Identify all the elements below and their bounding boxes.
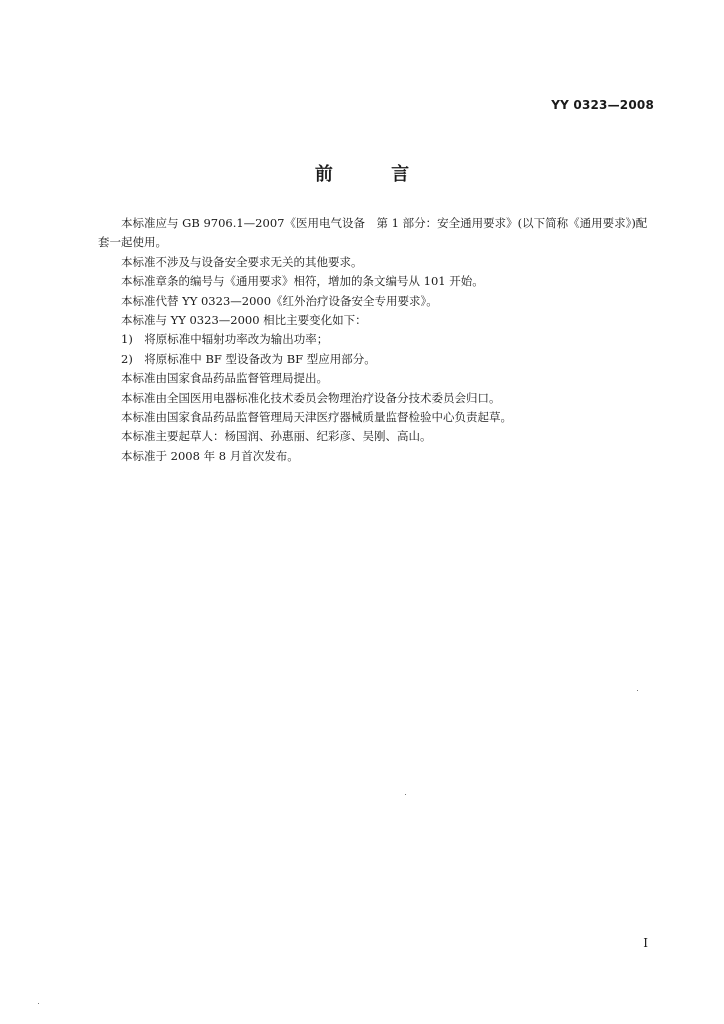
scan-speck <box>38 1003 39 1004</box>
list-item: 1) 将原标准中辐射功率改为输出功率； <box>121 332 329 347</box>
page-title: 前 言 <box>314 164 436 185</box>
paragraph: 本标准于 2008 年 8 月首次发布。 <box>121 448 299 463</box>
paragraph: 本标准不涉及与设备安全要求无关的其他要求。 <box>121 254 363 269</box>
paragraph: 本标准由国家食品药品监督管理局天津医疗器械质量监督检验中心负责起草。 <box>121 410 512 425</box>
paragraph: 本标准章条的编号与《通用要求》相符，增加的条文编号从 101 开始。 <box>121 274 484 289</box>
paragraph: 本标准由全国医用电器标准化技术委员会物理治疗设备分技术委员会归口。 <box>121 390 501 405</box>
paragraph: 本标准与 YY 0323—2000 相比主要变化如下： <box>121 313 367 328</box>
list-item: 2) 将原标准中 BF 型设备改为 BF 型应用部分。 <box>121 351 376 366</box>
paragraph: 本标准由国家食品药品监督管理局提出。 <box>121 371 328 386</box>
paragraph: 本标准主要起草人：杨国润、孙惠丽、纪彩彦、吴刚、高山。 <box>121 429 432 444</box>
standard-number: YY 0323—2008 <box>551 98 654 112</box>
scan-speck <box>637 690 638 691</box>
scan-speck <box>405 794 406 795</box>
page-number: I <box>643 936 648 950</box>
paragraph: 本标准应与 GB 9706.1—2007《医用电气设备 第 1 部分：安全通用要求》(以下简称《通用要求》)配套一起使用。 <box>98 216 648 250</box>
paragraph: 本标准代替 YY 0323—2000《红外治疗设备安全专用要求》。 <box>121 293 438 308</box>
foreword-body <box>98 214 658 466</box>
